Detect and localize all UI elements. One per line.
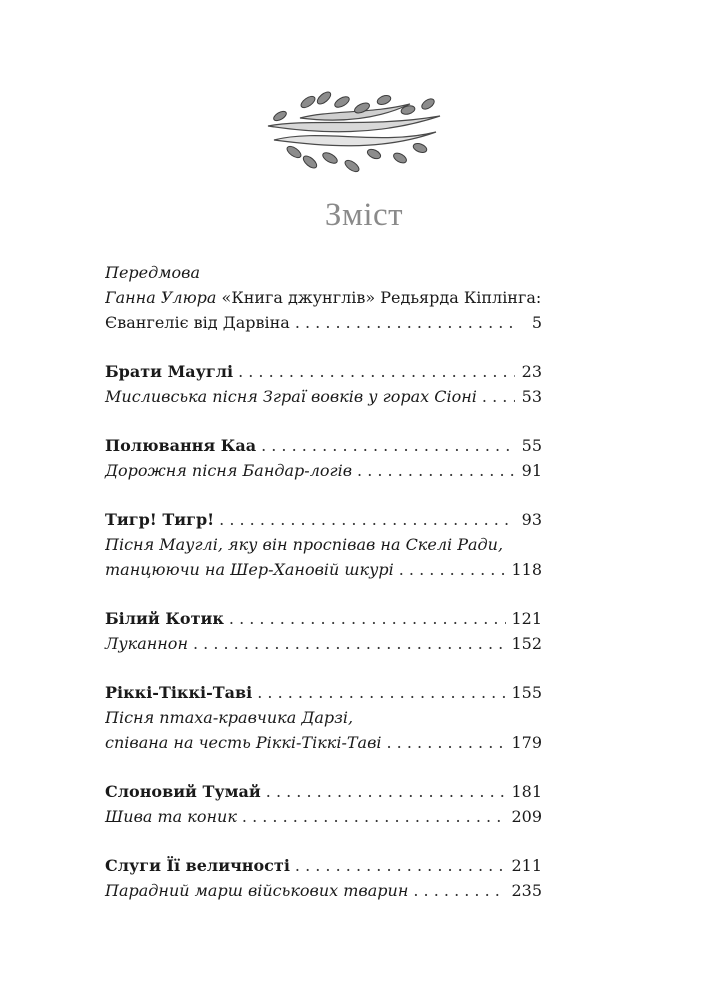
poem-title-line: Пісня Мауглі, яку він проспівав на Скелі Ради, [105, 535, 504, 554]
toc-entry-chapter[interactable] [105, 853, 542, 878]
chapter-title: Слуги Її величності [105, 856, 290, 875]
page-number: 55 [521, 436, 542, 455]
dot-leader [295, 853, 507, 878]
page-number: 181 [511, 782, 542, 801]
leafy-branch-icon [260, 88, 445, 178]
poem-title: Луканнон [105, 634, 188, 653]
dot-leader [482, 384, 515, 409]
poem-title: Шива та коник [105, 807, 237, 826]
dot-leader [413, 878, 506, 903]
dot-leader [357, 458, 515, 483]
poem-title: співана на честь Ріккі-Тіккі-Таві [105, 733, 382, 752]
page-number: 23 [521, 362, 542, 381]
toc-entry-poem[interactable] [105, 631, 542, 656]
page-number: 53 [521, 387, 542, 406]
page-number: 152 [511, 634, 542, 653]
page-number: 155 [511, 683, 542, 702]
toc-entry-poem[interactable] [105, 557, 542, 582]
chapter-title: Полювання Каа [105, 436, 257, 455]
page-number: 5 [531, 313, 542, 332]
dot-leader [229, 606, 507, 631]
chapter-title: Брати Мауглі [105, 362, 234, 381]
foreword-heading: Передмова [105, 263, 201, 282]
toc-entry-poem[interactable] [105, 878, 542, 903]
toc-entry-chapter[interactable] [105, 779, 542, 804]
table-of-contents [105, 260, 542, 903]
toc-entry-poem[interactable] [105, 458, 542, 483]
dot-leader [399, 557, 507, 582]
dot-leader [193, 631, 506, 656]
toc-entry-chapter[interactable] [105, 507, 542, 532]
toc-entry-poem[interactable] [105, 384, 542, 409]
poem-title: Мисливська пісня Зграї вовків у горах Сіоні [105, 387, 477, 406]
toc-entry-poem[interactable] [105, 804, 542, 829]
page-number: 93 [521, 510, 542, 529]
page-number: 235 [511, 881, 542, 900]
page-title: Зміст [324, 197, 404, 233]
page-number: 209 [511, 807, 542, 826]
poem-title-line: Пісня птаха-кравчика Дарзі, [105, 708, 354, 727]
chapter-title: Ріккі-Тіккі-Таві [105, 683, 253, 702]
foreword-title: «Книга джунглів» Редьярда Кіплінга: [221, 288, 542, 307]
foreword-title-line-1 [105, 285, 542, 310]
page-number: 118 [511, 560, 542, 579]
dot-leader [261, 433, 515, 458]
page-number: 121 [511, 609, 542, 628]
toc-entry-poem[interactable] [105, 730, 542, 755]
page-number: 211 [511, 856, 542, 875]
dot-leader [257, 680, 506, 705]
foreword-author: Ганна Улюра [105, 288, 217, 307]
toc-entry-chapter[interactable] [105, 433, 542, 458]
dot-leader [238, 359, 515, 384]
chapter-list [105, 359, 542, 903]
page-number: 179 [511, 733, 542, 752]
foreword-title-line-2: Євангеліє від Дарвіна [105, 313, 290, 332]
dot-leader [387, 730, 507, 755]
chapter-title: Тигр! Тигр! [105, 510, 215, 529]
dot-leader [295, 310, 515, 335]
page-number: 91 [521, 461, 542, 480]
toc-entry-foreword[interactable] [105, 310, 542, 335]
dot-leader [242, 804, 507, 829]
dot-leader [219, 507, 515, 532]
chapter-title: Білий Котик [105, 609, 224, 628]
poem-title: Парадний марш військових тварин [105, 881, 409, 900]
toc-entry-chapter[interactable] [105, 606, 542, 631]
poem-title: танцюючи на Шер-Хановій шкурі [105, 560, 394, 579]
poem-title: Дорожня пісня Бандар-логів [105, 461, 353, 480]
chapter-title: Слоновий Тумай [105, 782, 261, 801]
toc-entry-chapter[interactable] [105, 359, 542, 384]
dot-leader [266, 779, 507, 804]
toc-entry-chapter[interactable] [105, 680, 542, 705]
